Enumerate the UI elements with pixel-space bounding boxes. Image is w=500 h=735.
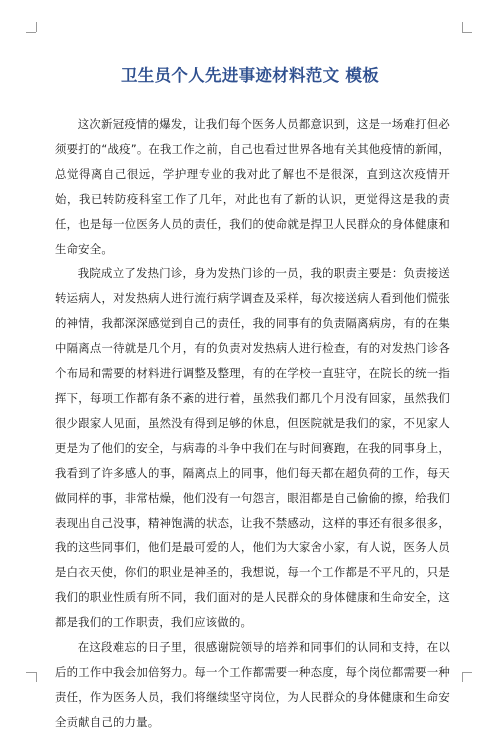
paragraph-2: 我院成立了发热门诊，身为发热门诊的一员，我的职责主要是：负责接送转运病人，对发热病人进行流行病学调查及采样，每次接送病人看到他们慌张的神情，我都深深感觉到自己的责任，我的同事有的负责隔离病房，有的在集中隔离点一待就是几个月，有的负责对发热病人进行检查，有的对发热门诊各个布局和需要的材料进行调整及整理，有的在学校一直驻守，在院长的统一指挥下，每项工作都有条不紊的进行着，虽然我们都几个月没有回家，虽然我们很少跟家人见面，虽然没有得到足够的休息，但医院就是我们的家，不见家人更是为了他们的安全，与病毒的斗争中我们在与时间赛跑，在我的同事身上，我看到了许多感人的事，隔离点上的同事，他们每天都在超负荷的工作，每天做同样的事，非常枯燥，他们没有一句怨言，眼泪都是自己偷偷的擦，给我们表现出自己没事，精神饱满的状态，让我不禁感动，这样的事还有很多很多，我的这些同事们，他们是最可爱的人，他们为大家舍小家，有人说，医务人员是白衣天使，你们的职业是神圣的，我想说，每一个工作都是不平凡的，只是我们的职业性质有所不同，我们面对的是人民群众的身体健康和生命安全，这都是我们的工作职责，我们应该做的。 xyxy=(55,266,450,630)
document-body xyxy=(55,112,450,729)
paragraph-3: 在这段难忘的日子里，很感谢院领导的培养和同事们的认同和支持，在以后的工作中我会加倍努力。每一个工作都需要一种态度，每个岗位都需要一种责任，作为医务人员，我们将继续坚守岗位，为人民群众的身体健康和生命安全贡献自己的力量。 xyxy=(55,640,450,729)
paragraph-1: 这次新冠疫情的爆发，让我们每个医务人员都意识到，这是一场难打但必须要打的“战疫”。在我工作之前，自己也看过世界各地有关其他疫情的新闻，总觉得离自己很远，学护理专业的我对此了解也不是很深，直到这次疫情开始，我已转防疫科室工作了几年，对此也有了新的认识，更觉得这是我的责任，也是每一位医务人员的责任，我们的使命就是捍卫人民群众的身体健康和生命安全。 xyxy=(55,117,450,256)
document-title: 卫生员个人先进事迹材料范文 模板 xyxy=(120,66,380,85)
